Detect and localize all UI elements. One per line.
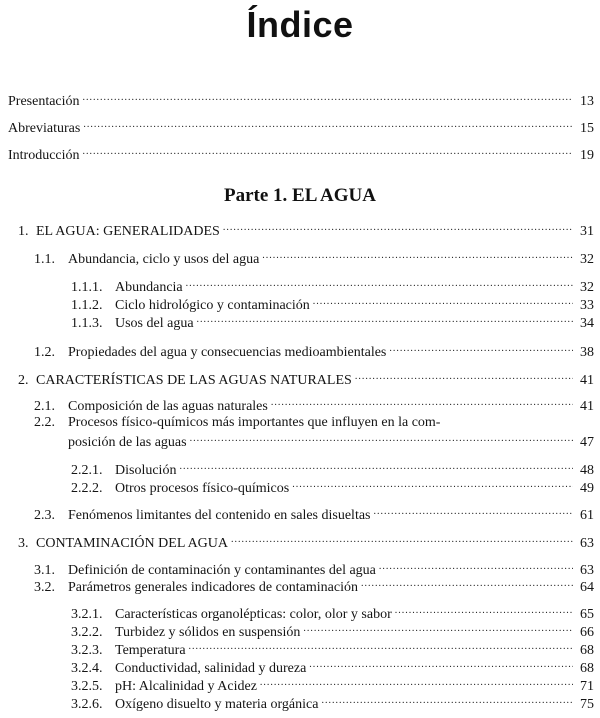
toc-number: 3.2.6. [71,697,103,712]
toc-entry-page: 41 [580,399,594,414]
toc-subsection [71,658,594,678]
dot-leader [231,535,573,549]
toc-number: 2.2.1. [71,463,103,478]
toc-entry-label: Fenómenos limitantes del contenido en sales disueltas [68,508,371,523]
toc-entry-page: 32 [580,280,594,295]
toc-entry-label: Abundancia, ciclo y usos del agua [68,252,260,267]
toc-number: 2.2. [34,415,55,430]
toc-entry-page: 71 [580,679,594,694]
toc-section [34,342,594,362]
toc-entry-label: Definición de contaminación y contaminantes del agua [68,563,376,578]
toc-entry-page: 66 [580,625,594,640]
toc-subsection [71,622,594,642]
toc-entry-page: 63 [580,563,594,578]
dot-leader [389,344,573,358]
toc-entry-page: 41 [580,373,594,388]
dot-leader [313,297,573,311]
toc-entry-page: 47 [580,435,594,450]
dot-leader [374,507,574,521]
toc-section [34,505,594,525]
toc-number: 3.2.5. [71,679,103,694]
toc-section-continuation [68,432,594,452]
toc-subsection [71,604,594,624]
toc-entry-label: pH: Alcalinidad y Acidez [115,679,257,694]
dot-leader [271,398,573,412]
toc-entry-label: Presentación [8,94,80,109]
toc-entry-label: Turbidez y sólidos en suspensión [115,625,301,640]
toc-number: 1.1. [34,252,55,267]
toc-number: 3.2.2. [71,625,103,640]
toc-number: 3.2.4. [71,661,103,676]
toc-section [34,249,594,269]
toc-entry-label: Ciclo hidrológico y contaminación [115,298,310,313]
toc-entry [8,91,594,111]
toc-subsection [71,640,594,660]
toc-number: 1.2. [34,345,55,360]
toc-entry-page: 13 [580,94,594,109]
toc-entry-label: posición de las aguas [68,435,187,450]
dot-leader [83,120,573,134]
toc-section [34,414,594,432]
toc-entry-label: Disolución [115,463,177,478]
toc-number: 1.1.1. [71,280,103,295]
toc-chapter [18,221,594,241]
dot-leader [83,93,573,107]
page-title: Índice [246,4,354,45]
toc-entry-page: 33 [580,298,594,313]
toc-entry-label: Propiedades del agua y consecuencias medioambientales [68,345,387,360]
toc-entry-label: Conductividad, salinidad y dureza [115,661,307,676]
toc-entry-page: 19 [580,148,594,163]
toc-number: 3.2.3. [71,643,103,658]
toc-entry-page: 68 [580,661,594,676]
dot-leader [355,372,573,386]
toc-entry-label: Usos del agua [115,316,194,331]
toc-chapter [18,370,594,390]
dot-leader [197,315,573,329]
toc-number: 3.2.1. [71,607,103,622]
part-heading-name: EL AGUA [292,185,376,206]
toc-entry-label: Abundancia [115,280,183,295]
toc-number: 3.1. [34,563,55,578]
part-heading-prefix: Parte 1. [223,185,288,206]
dot-leader [190,434,573,448]
toc-entry-label: Abreviaturas [8,121,81,136]
toc-subsection [71,694,594,714]
toc-entry-page: 64 [580,580,594,595]
dot-leader [379,562,573,576]
dot-leader [83,147,573,161]
toc-entry-label: CONTAMINACIÓN DEL AGUA [36,536,229,551]
toc-number: 1.1.3. [71,316,103,331]
toc-entry-label: Procesos físico-químicos más importantes que influyen en la com- [68,415,441,430]
toc-entry-page: 32 [580,252,594,267]
toc-entry-page: 65 [580,607,594,622]
toc-section [34,396,594,416]
toc-entry-page: 48 [580,463,594,478]
toc-number: 1.1.2. [71,298,103,313]
toc-entry-page: 68 [580,643,594,658]
toc-entry-page: 15 [580,121,594,136]
toc-number: 2.1. [34,399,55,414]
toc-chapter [18,533,594,553]
toc-number: 3. [18,536,29,551]
part-heading [0,185,600,207]
toc-subsection [71,676,594,696]
toc-entry-page: 34 [580,316,594,331]
dot-leader [292,480,573,494]
toc-entry-page: 61 [580,508,594,523]
dot-leader [321,696,573,710]
toc-entry-label: Parámetros generales indicadores de contaminación [68,580,358,595]
dot-leader [395,606,573,620]
toc-subsection [71,478,594,498]
toc-entry-label: EL AGUA: GENERALIDADES [36,224,220,239]
toc-entry-page: 31 [580,224,594,239]
toc-section [34,577,594,597]
dot-leader [223,223,573,237]
toc-subsection [71,277,594,297]
toc-number: 2.2.2. [71,481,103,496]
toc-entry-label: Composición de las aguas naturales [68,399,268,414]
toc-entry-label: Oxígeno disuelto y materia orgánica [115,697,319,712]
toc-number: 2. [18,373,29,388]
toc-entry-page: 63 [580,536,594,551]
toc-entry-label: CARACTERÍSTICAS DE LAS AGUAS NATURALES [36,373,352,388]
toc-entry-label: Introducción [8,148,80,163]
toc-entry-label: Temperatura [115,643,186,658]
toc-entry-page: 38 [580,345,594,360]
toc-entry [8,118,594,138]
toc-entry-page: 49 [580,481,594,496]
dot-leader [186,279,573,293]
dot-leader [262,251,573,265]
toc-number: 3.2. [34,580,55,595]
toc-subsection [71,313,594,333]
dot-leader [260,678,573,692]
toc-entry-label: Otros procesos físico-químicos [115,481,290,496]
dot-leader [303,624,573,638]
toc-subsection [71,295,594,315]
toc-entry [8,145,594,165]
dot-leader [309,660,573,674]
dot-leader [179,462,573,476]
toc-number: 2.3. [34,508,55,523]
toc-entry-label: Características organolépticas: color, olor y sabor [115,607,392,622]
dot-leader [189,642,573,656]
toc-number: 1. [18,224,29,239]
dot-leader [361,579,573,593]
toc-entry-page: 75 [580,697,594,712]
toc-subsection [71,460,594,480]
